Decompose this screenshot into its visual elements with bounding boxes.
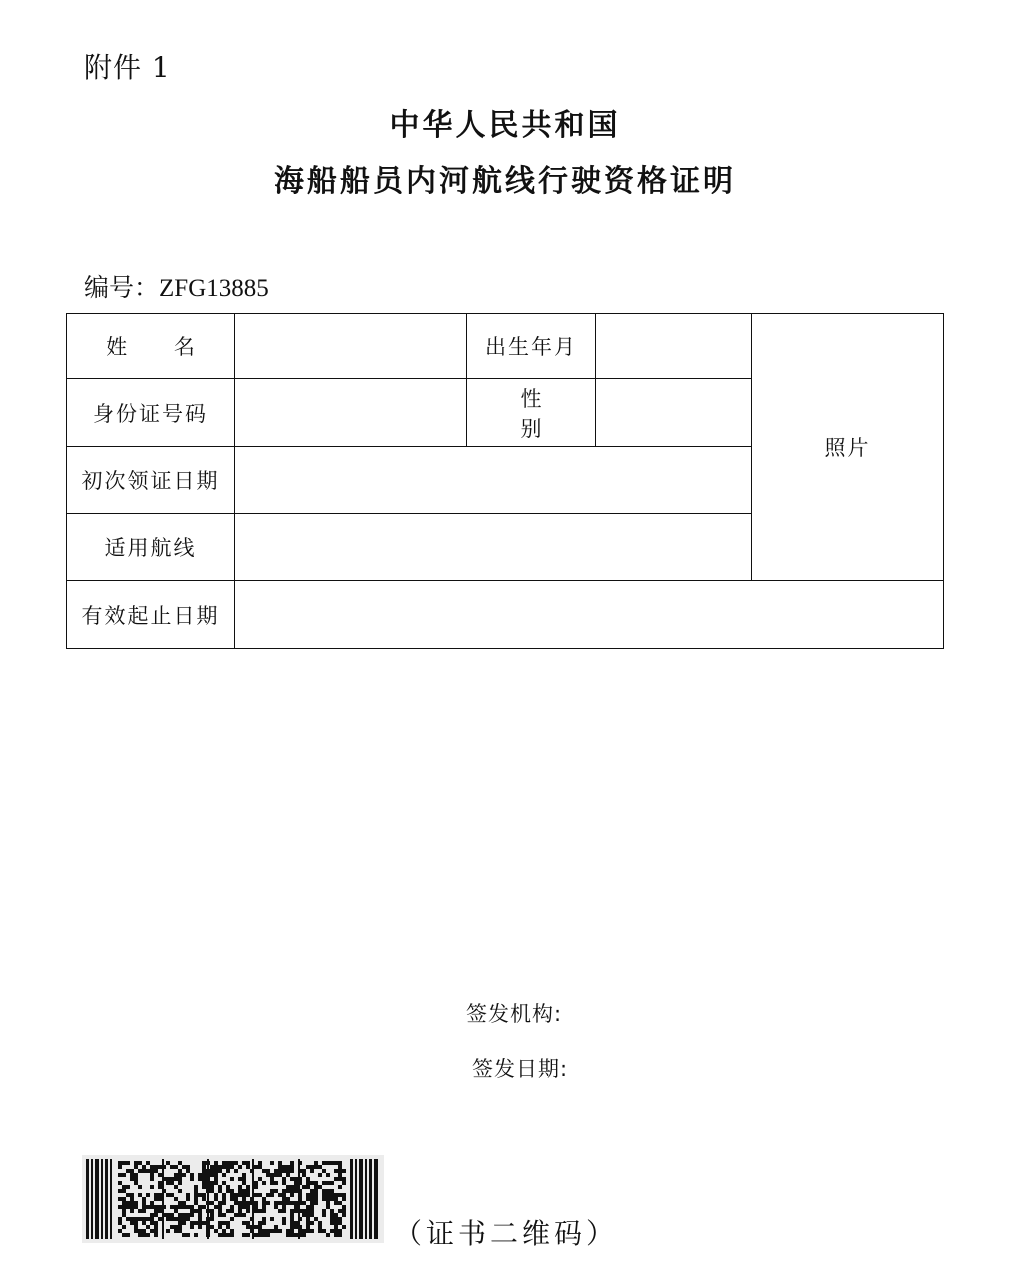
certificate-qr-code [82,1155,384,1243]
document-title-country: 中华人民共和国 [389,108,621,143]
certificate-number-value: ZFG13885 [159,275,269,302]
route-label: 适用航线 [67,514,235,581]
photo-box [752,314,944,581]
certificate-number [84,268,269,304]
first-issue-date-label: 初次领证日期 [67,447,235,514]
table-row [67,581,944,649]
photo-label: 照片 [824,436,871,460]
name-label: 姓 名 [67,314,235,379]
birth-date-label: 出生年月 [467,314,596,379]
id-number-label: 身份证号码 [67,379,235,447]
certificate-info-table [66,313,944,649]
gender-value[interactable] [596,379,752,447]
validity-period-value[interactable] [235,581,944,649]
id-number-value[interactable] [235,379,467,447]
birth-date-value[interactable] [596,314,752,379]
gender-label: 性 别 [467,379,596,447]
qr-code-caption: （证书二维码） [394,1217,619,1250]
table-row [67,314,944,379]
qr-code-image [82,1155,384,1243]
name-value[interactable] [235,314,467,379]
validity-period-label: 有效起止日期 [67,581,235,649]
issuing-authority-label: 签发机构: [466,1002,563,1026]
issue-date-label: 签发日期: [472,1057,569,1081]
document-title: 海船船员内河航线行驶资格证明 [274,164,736,199]
route-value[interactable] [235,514,752,581]
first-issue-date-value[interactable] [235,447,752,514]
certificate-number-label: 编号： [84,273,160,302]
attachment-label: 附件 1 [84,51,171,84]
